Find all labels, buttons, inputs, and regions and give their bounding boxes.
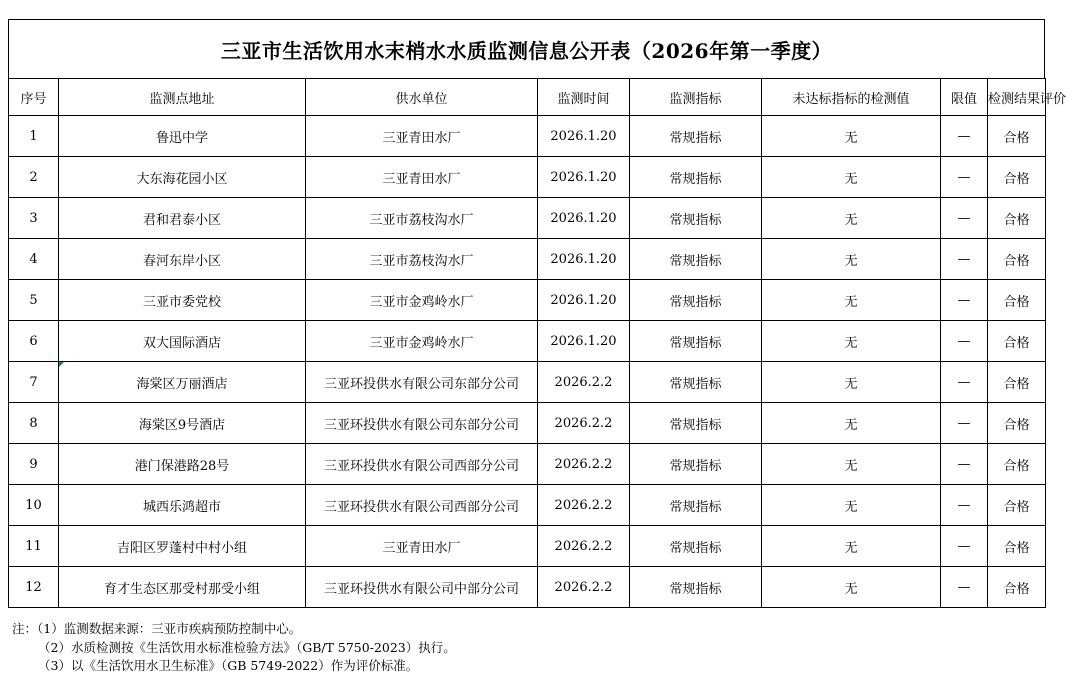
cell-supplier: 三亚环投供水有限公司西部分公司 (306, 485, 538, 526)
cell-result: 合格 (988, 362, 1046, 403)
note-2: （2）水质检测按《生活饮用水标准检验方法》（GB/T 5750-2023）执行。 (38, 639, 456, 655)
cell-indicator: 常规指标 (630, 321, 762, 362)
cell-failed-value: 无 (762, 280, 941, 321)
cell-address: 海棠区万丽酒店 (59, 362, 306, 403)
cell-address: 城西乐鸿超市 (59, 485, 306, 526)
cell-result: 合格 (988, 198, 1046, 239)
cell-failed-value: 无 (762, 321, 941, 362)
cell-supplier: 三亚环投供水有限公司中部分公司 (306, 567, 538, 608)
cell-address: 三亚市委党校 (59, 280, 306, 321)
cell-index: 9 (9, 444, 59, 485)
cell-supplier: 三亚环投供水有限公司东部分公司 (306, 403, 538, 444)
note-3: （3）以《生活饮用水卫生标准》（GB 5749-2022）作为评价标准。 (38, 658, 419, 673)
cell-index: 5 (9, 280, 59, 321)
cell-result: 合格 (988, 403, 1046, 444)
cell-supplier: 三亚青田水厂 (306, 526, 538, 567)
cell-result: 合格 (988, 567, 1046, 608)
cell-supplier: 三亚青田水厂 (306, 116, 538, 157)
cell-limit: — (941, 280, 988, 321)
cell-indicator: 常规指标 (630, 567, 762, 608)
cell-date: 2026.2.2 (538, 403, 630, 444)
cell-date: 2026.2.2 (538, 485, 630, 526)
cell-supplier: 三亚青田水厂 (306, 157, 538, 198)
cell-indicator: 常规指标 (630, 485, 762, 526)
table-row (9, 157, 1046, 198)
cell-address: 春河东岸小区 (59, 239, 306, 280)
col-header-failed-value: 未达标指标的检测值 (762, 79, 941, 116)
cell-limit: — (941, 198, 988, 239)
cell-failed-value: 无 (762, 198, 941, 239)
cell-date: 2026.1.20 (538, 116, 630, 157)
cell-date: 2026.1.20 (538, 157, 630, 198)
cell-indicator: 常规指标 (630, 444, 762, 485)
water-quality-table (8, 78, 1066, 608)
cell-address: 君和君泰小区 (59, 198, 306, 239)
cell-date: 2026.1.20 (538, 280, 630, 321)
cell-limit: — (941, 403, 988, 444)
footnotes (12, 620, 456, 676)
cell-failed-value: 无 (762, 526, 941, 567)
cell-address: 双大国际酒店 (59, 321, 306, 362)
cell-result: 合格 (988, 116, 1046, 157)
cell-address: 吉阳区罗蓬村中村小组 (59, 526, 306, 567)
cell-supplier: 三亚环投供水有限公司东部分公司 (306, 362, 538, 403)
cell-index: 8 (9, 403, 59, 444)
col-header-supplier: 供水单位 (306, 79, 538, 116)
cell-address: 鲁迅中学 (59, 116, 306, 157)
table-header (9, 79, 1066, 116)
cell-limit: — (941, 362, 988, 403)
table-row (9, 280, 1046, 321)
cell-indicator: 常规指标 (630, 526, 762, 567)
table-row (9, 444, 1046, 485)
table-row (9, 526, 1046, 567)
cell-failed-value: 无 (762, 403, 941, 444)
table-row (9, 485, 1046, 526)
cell-limit: — (941, 321, 988, 362)
col-header-result: 检测结果评价 (988, 79, 1046, 116)
cell-indicator: 常规指标 (630, 362, 762, 403)
cell-date: 2026.2.2 (538, 526, 630, 567)
cell-result: 合格 (988, 239, 1046, 280)
cell-result: 合格 (988, 157, 1046, 198)
cell-result: 合格 (988, 526, 1046, 567)
cell-date: 2026.1.20 (538, 198, 630, 239)
cell-result: 合格 (988, 321, 1046, 362)
cell-index: 12 (9, 567, 59, 608)
header-row (9, 79, 1046, 116)
cell-index: 7 (9, 362, 59, 403)
cell-failed-value: 无 (762, 116, 941, 157)
cell-failed-value: 无 (762, 362, 941, 403)
table-row (9, 116, 1046, 157)
cell-indicator: 常规指标 (630, 157, 762, 198)
cell-limit: — (941, 485, 988, 526)
cell-supplier: 三亚市荔枝沟水厂 (306, 239, 538, 280)
note-1: 注：（1）监测数据来源：三亚市疾病预防控制中心。 (12, 621, 302, 636)
cell-date: 2026.2.2 (538, 362, 630, 403)
cell-indicator: 常规指标 (630, 280, 762, 321)
cell-address: 海棠区9号酒店 (59, 403, 306, 444)
cell-failed-value: 无 (762, 157, 941, 198)
cell-index: 1 (9, 116, 59, 157)
cell-indicator: 常规指标 (630, 239, 762, 280)
cell-comment-marker (59, 362, 64, 367)
cell-date: 2026.1.20 (538, 239, 630, 280)
cell-supplier: 三亚市金鸡岭水厂 (306, 321, 538, 362)
cell-result: 合格 (988, 280, 1046, 321)
table-row (9, 321, 1046, 362)
cell-failed-value: 无 (762, 485, 941, 526)
cell-index: 3 (9, 198, 59, 239)
cell-limit: — (941, 116, 988, 157)
table-row (9, 239, 1046, 280)
cell-result: 合格 (988, 485, 1046, 526)
cell-index: 11 (9, 526, 59, 567)
cell-index: 4 (9, 239, 59, 280)
cell-indicator: 常规指标 (630, 403, 762, 444)
cell-index: 6 (9, 321, 59, 362)
cell-index: 10 (9, 485, 59, 526)
cell-supplier: 三亚市金鸡岭水厂 (306, 280, 538, 321)
col-header-date: 监测时间 (538, 79, 630, 116)
table-body (9, 116, 1046, 608)
table-row (9, 362, 1046, 403)
cell-limit: — (941, 526, 988, 567)
cell-date: 2026.1.20 (538, 321, 630, 362)
col-header-indicator: 监测指标 (630, 79, 762, 116)
cell-address: 育才生态区那受村那受小组 (59, 567, 306, 608)
cell-address: 港门保港路28号 (59, 444, 306, 485)
table-row (9, 567, 1046, 608)
cell-indicator: 常规指标 (630, 116, 762, 157)
col-header-index: 序号 (9, 79, 59, 116)
table-row (9, 403, 1046, 444)
cell-date: 2026.2.2 (538, 567, 630, 608)
cell-limit: — (941, 444, 988, 485)
col-header-limit: 限值 (941, 79, 988, 116)
cell-limit: — (941, 157, 988, 198)
cell-limit: — (941, 239, 988, 280)
cell-limit: — (941, 567, 988, 608)
cell-supplier: 三亚市荔枝沟水厂 (306, 198, 538, 239)
cell-indicator: 常规指标 (630, 198, 762, 239)
cell-index: 2 (9, 157, 59, 198)
cell-date: 2026.2.2 (538, 444, 630, 485)
cell-result: 合格 (988, 444, 1046, 485)
table-row (9, 198, 1046, 239)
cell-failed-value: 无 (762, 239, 941, 280)
cell-failed-value: 无 (762, 567, 941, 608)
cell-address: 大东海花园小区 (59, 157, 306, 198)
page-title: 三亚市生活饮用水末梢水水质监测信息公开表（2026年第一季度） (8, 19, 1045, 78)
cell-failed-value: 无 (762, 444, 941, 485)
cell-supplier: 三亚环投供水有限公司西部分公司 (306, 444, 538, 485)
col-header-address: 监测点地址 (59, 79, 306, 116)
